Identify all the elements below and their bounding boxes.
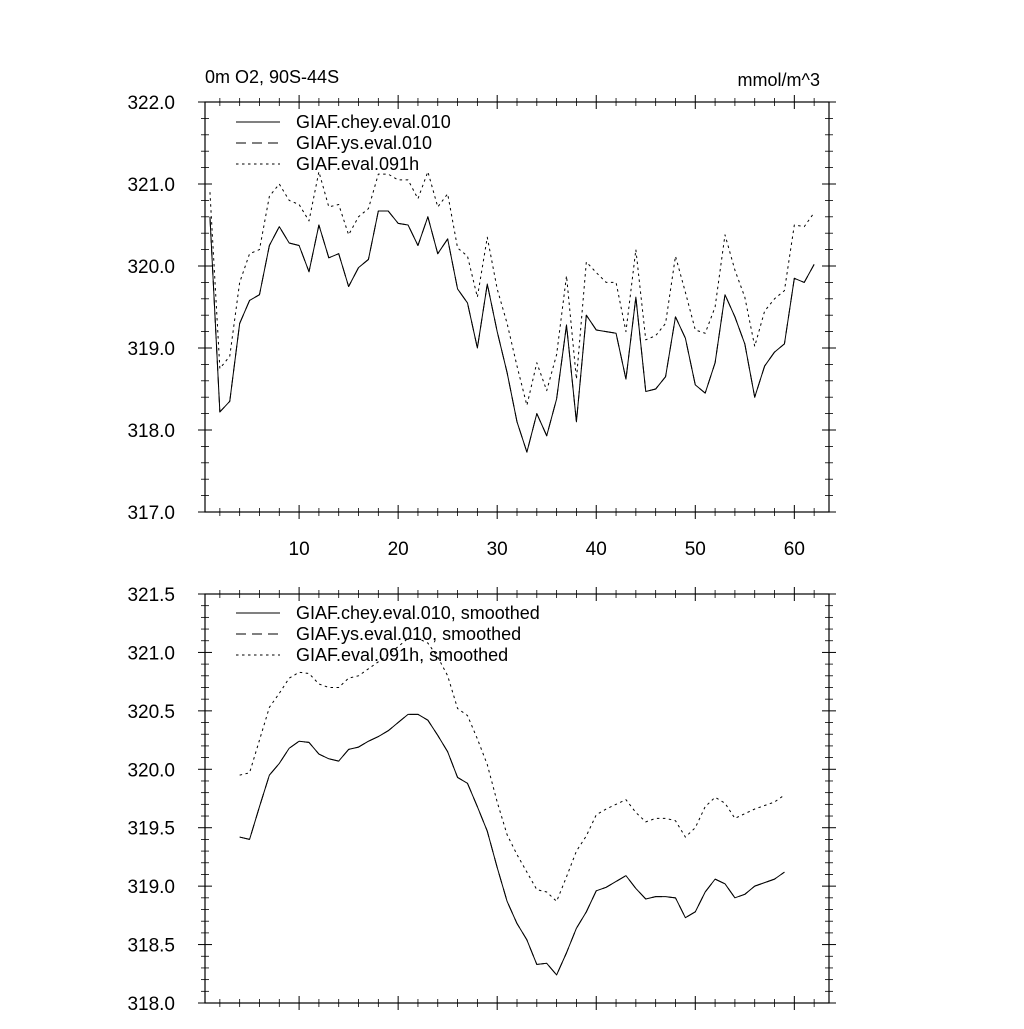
- y-tick-label: 321.5: [127, 585, 175, 606]
- series-line-dotted: [210, 172, 814, 406]
- y-tick-label: 321.0: [127, 643, 175, 665]
- x-tick-label: 20: [387, 539, 409, 560]
- y-tick-label: 320.0: [127, 257, 175, 278]
- y-tick-label: 319.5: [127, 818, 175, 840]
- x-tick-label: 60: [783, 539, 805, 560]
- y-tick-label: 322.0: [127, 93, 175, 114]
- legend-label: GIAF.chey.eval.010: [296, 112, 451, 132]
- legend-label: GIAF.chey.eval.010, smoothed: [296, 603, 540, 623]
- x-tick-label: 40: [585, 539, 607, 560]
- bottom-panel: [127, 585, 836, 1015]
- x-tick-label: 50: [684, 539, 706, 560]
- y-tick-label: 321.0: [127, 175, 175, 196]
- x-tick-label: 10: [288, 539, 310, 560]
- legend-label: GIAF.eval.091h, smoothed: [296, 645, 509, 665]
- top-panel: [127, 67, 836, 560]
- series-line-dotted: [240, 638, 785, 901]
- y-tick-label: 318.0: [127, 994, 175, 1015]
- y-tick-label: 319.0: [127, 877, 175, 899]
- y-tick-label: 318.0: [127, 421, 175, 442]
- y-tick-label: 319.0: [127, 339, 175, 360]
- units-label: mmol/m^3: [737, 70, 820, 90]
- y-tick-label: 318.5: [127, 935, 175, 957]
- x-tick-label: 30: [486, 539, 508, 560]
- legend-label: GIAF.eval.091h: [296, 154, 420, 174]
- y-tick-label: 320.5: [127, 701, 175, 723]
- y-tick-label: 317.0: [127, 503, 175, 524]
- panel-title: 0m O2, 90S-44S: [205, 67, 340, 87]
- y-tick-label: 320.0: [127, 760, 175, 782]
- legend-label: GIAF.ys.eval.010, smoothed: [296, 624, 522, 644]
- legend-label: GIAF.ys.eval.010: [296, 133, 433, 153]
